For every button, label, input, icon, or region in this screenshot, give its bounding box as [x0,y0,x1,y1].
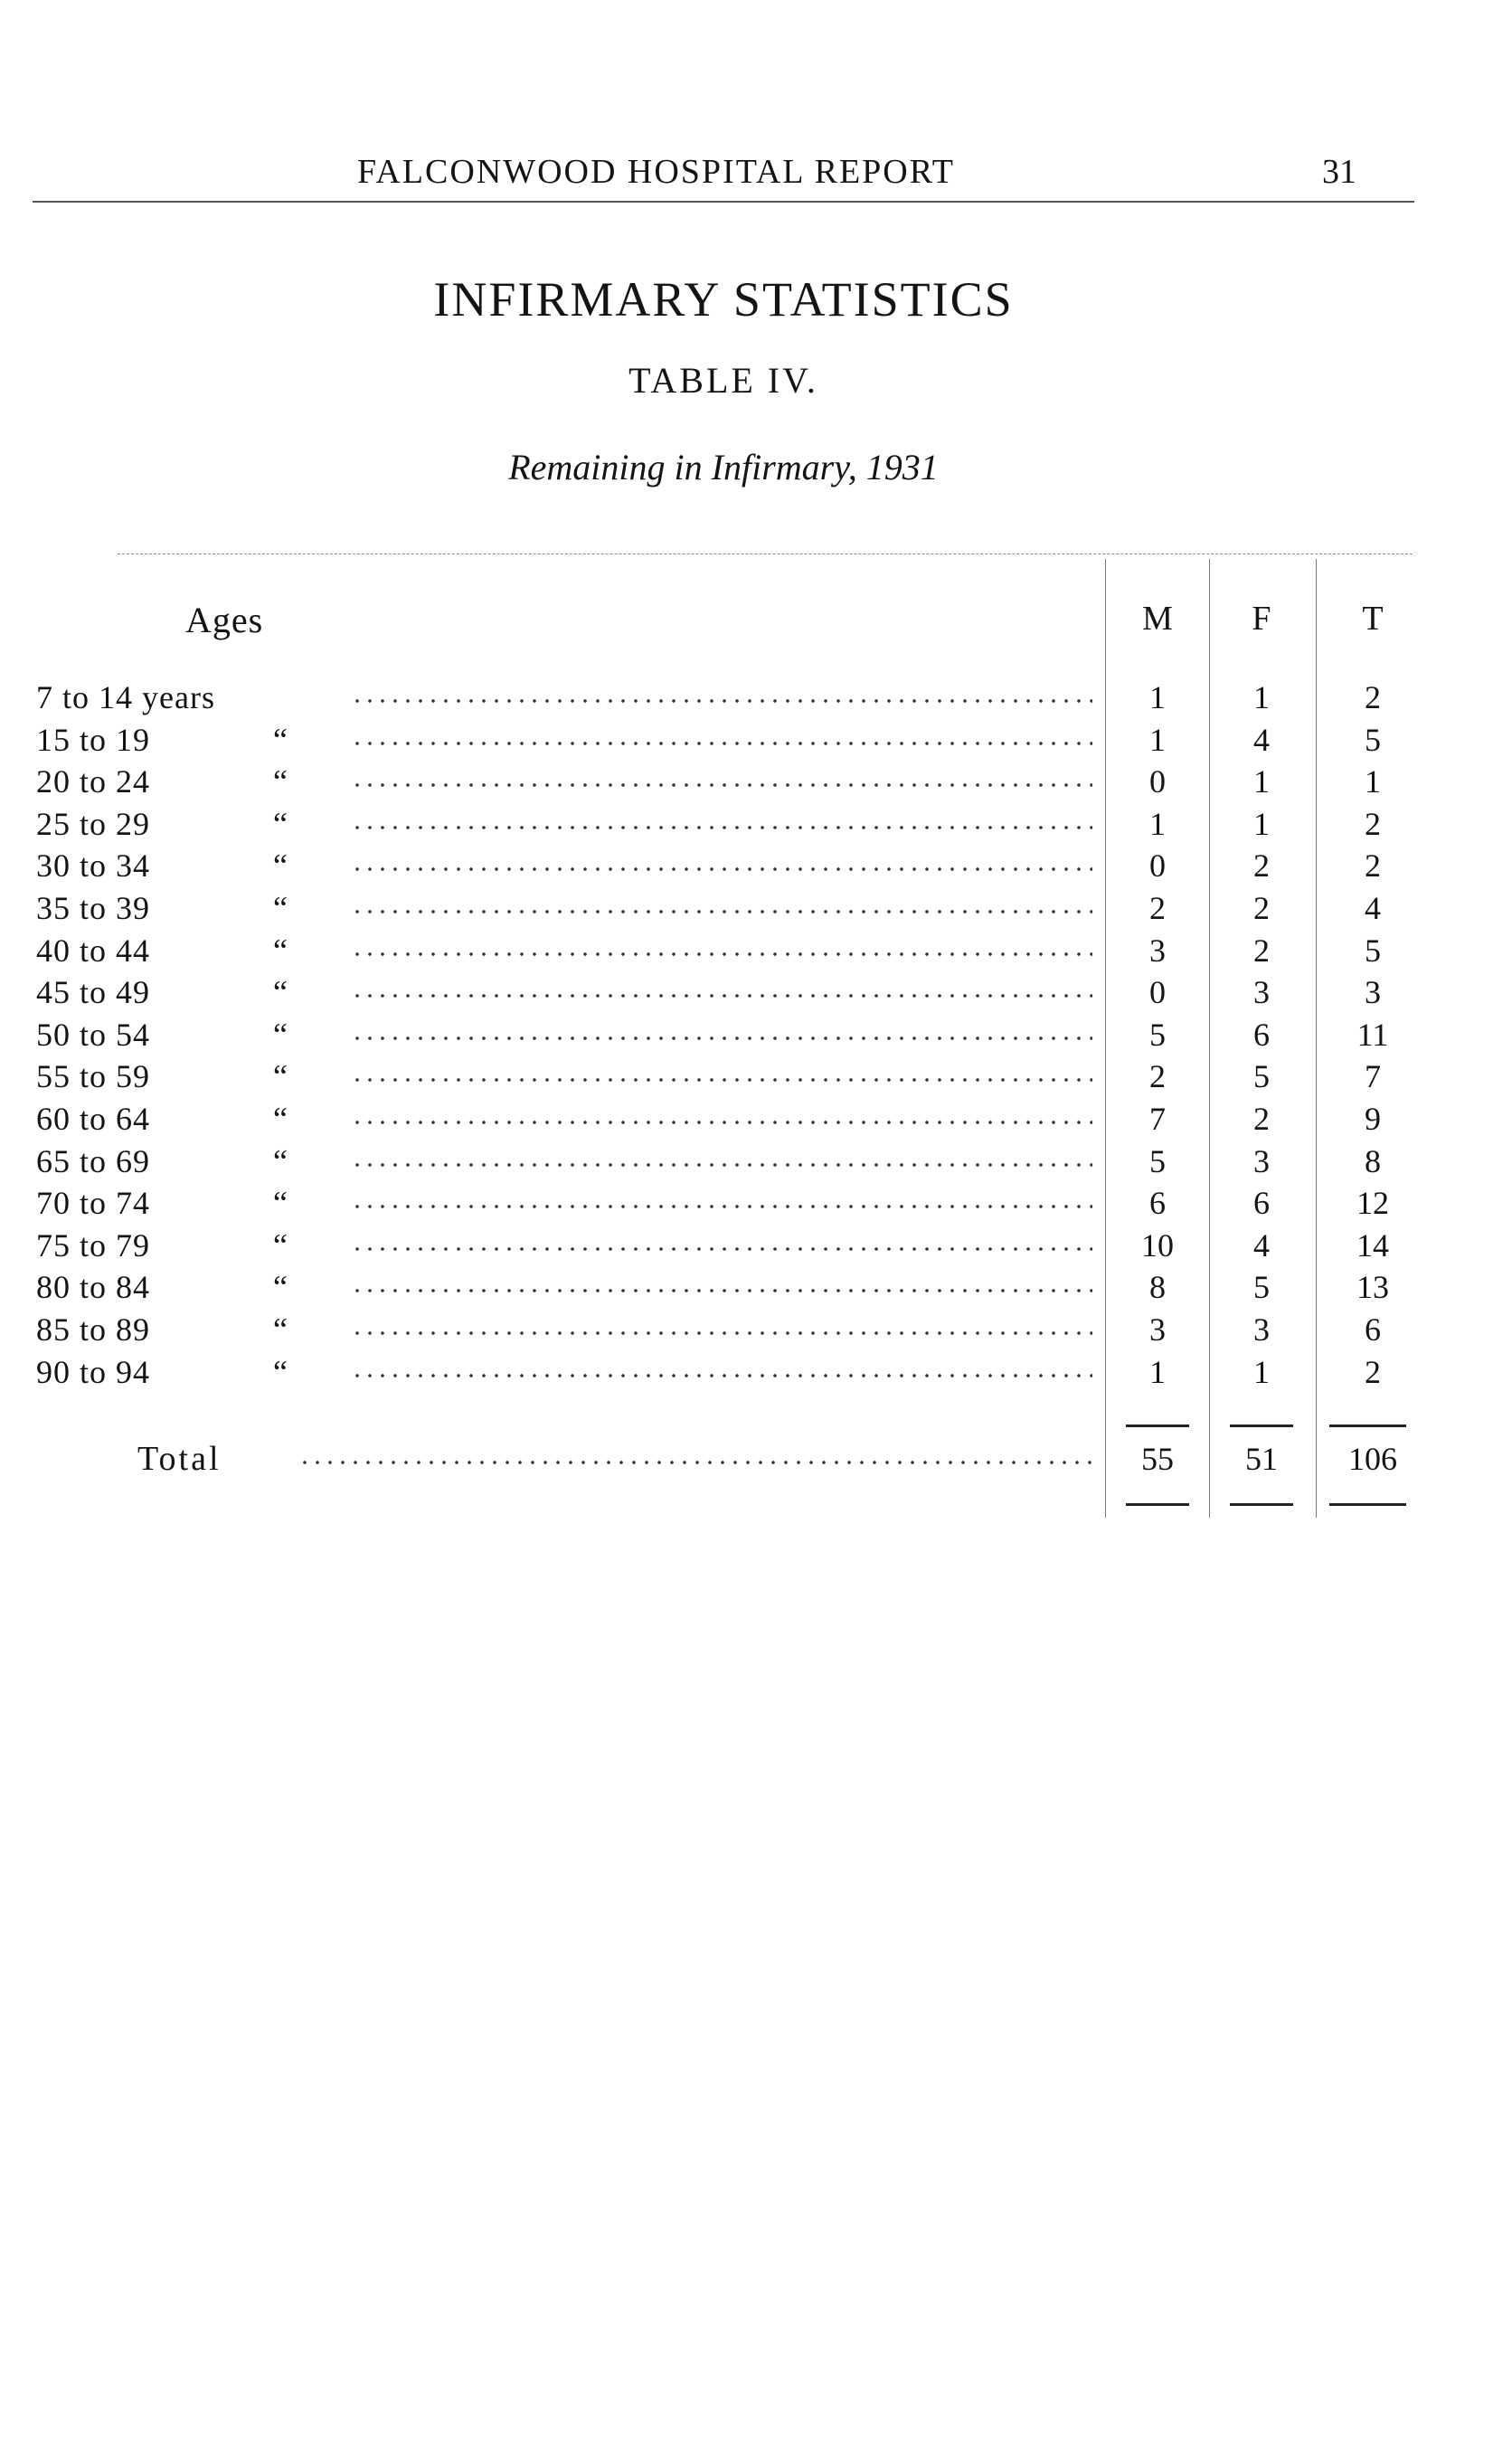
total-m: 55 [1141,1441,1174,1477]
f-value: 3 [1253,974,1270,1011]
f-value: 4 [1253,1226,1270,1264]
ditto-mark: “ [273,1016,288,1053]
ditto-mark: “ [273,1226,288,1264]
t-value: 4 [1365,890,1381,926]
m-value: 1 [1149,805,1166,842]
t-value: 2 [1365,679,1381,715]
f-value: 1 [1253,763,1270,800]
dot-leader [351,1351,1092,1378]
dot-leader [351,971,1092,999]
ditto-mark: “ [273,1311,288,1348]
dot-leader [351,761,1092,788]
m-value: 0 [1149,974,1166,1011]
ditto-mark: “ [273,1353,288,1390]
page-number: 31 [1322,153,1356,191]
age-range: 7 to 14 years [36,679,215,715]
t-value: 9 [1365,1101,1381,1137]
dot-leader [351,677,1092,704]
ditto-mark: “ [273,932,288,969]
dot-leader [351,1182,1092,1209]
rule-dash [1126,1503,1189,1506]
table-row [0,1225,1512,1267]
header-rule [33,201,1414,203]
f-column-header: F [1252,600,1271,638]
ditto-mark: “ [273,721,288,758]
age-range: 80 to 84 [36,1269,151,1306]
t-value: 14 [1356,1226,1389,1264]
rule-dash [1329,1503,1406,1506]
age-range: 85 to 89 [36,1311,151,1348]
age-range: 90 to 94 [36,1353,151,1390]
dot-leader [298,1438,1092,1465]
t-value: 5 [1365,932,1381,969]
table-row [0,1309,1512,1351]
f-value: 2 [1253,847,1270,885]
table-row [0,1266,1512,1309]
m-value: 5 [1149,1142,1166,1179]
dot-leader [351,1014,1092,1041]
f-value: 2 [1253,890,1270,926]
f-value: 6 [1253,1185,1270,1222]
dot-leader [351,887,1092,914]
ditto-mark: “ [273,974,288,1011]
rule-dash [1230,1424,1293,1427]
table-row [0,719,1512,762]
age-range: 65 to 69 [36,1142,151,1179]
table-row [0,930,1512,972]
t-value: 12 [1356,1185,1389,1222]
ditto-mark: “ [273,1142,288,1179]
t-value: 6 [1365,1311,1381,1348]
t-value: 1 [1365,763,1381,800]
t-value: 13 [1356,1269,1389,1306]
total-label: Total [137,1440,222,1478]
age-range: 75 to 79 [36,1226,151,1264]
table-row [0,845,1512,887]
table-row [0,761,1512,803]
f-value: 5 [1253,1058,1270,1095]
ages-column-header: Ages [185,600,264,640]
m-column-header: M [1142,600,1173,638]
m-value: 6 [1149,1185,1166,1222]
age-range: 45 to 49 [36,974,151,1011]
running-header-title: FALCONWOOD HOSPITAL REPORT [357,153,956,191]
t-value: 3 [1365,974,1381,1011]
f-value: 5 [1253,1269,1270,1306]
f-value: 3 [1253,1311,1270,1348]
m-value: 2 [1149,890,1166,926]
table-row [0,1141,1512,1183]
table-row [0,887,1512,930]
f-value: 6 [1253,1016,1270,1053]
total-t: 106 [1348,1441,1397,1477]
f-value: 4 [1253,721,1270,758]
age-range: 55 to 59 [36,1058,151,1095]
m-value: 7 [1149,1101,1166,1137]
table-row [0,1351,1512,1394]
t-column-header: T [1362,600,1384,638]
ditto-mark: “ [273,890,288,926]
total-row [0,1438,1512,1481]
table-label: TABLE IV. [628,360,818,401]
t-value: 8 [1365,1142,1381,1179]
table-row [0,1055,1512,1098]
f-value: 1 [1253,805,1270,842]
page-title: INFIRMARY STATISTICS [433,272,1014,327]
ditto-mark: “ [273,1269,288,1306]
table-subtitle: Remaining in Infirmary, 1931 [508,447,939,487]
m-value: 10 [1141,1226,1174,1264]
m-value: 1 [1149,679,1166,715]
ditto-mark: “ [273,805,288,842]
m-value: 0 [1149,847,1166,885]
dot-leader [351,1266,1092,1293]
table-row [0,971,1512,1014]
m-value: 1 [1149,1353,1166,1390]
m-value: 5 [1149,1016,1166,1053]
t-value: 5 [1365,721,1381,758]
f-value: 1 [1253,1353,1270,1390]
age-range: 30 to 34 [36,847,151,885]
dot-leader [351,1141,1092,1168]
dot-leader [351,1309,1092,1336]
m-value: 8 [1149,1269,1166,1306]
table-row [0,1182,1512,1225]
total-f: 51 [1245,1441,1278,1477]
m-value: 0 [1149,763,1166,800]
table-row [0,1014,1512,1056]
dot-leader [351,1055,1092,1083]
age-range: 25 to 29 [36,805,151,842]
table-row [0,1098,1512,1141]
dot-leader [351,1225,1092,1252]
dot-leader [351,719,1092,746]
table-row [0,803,1512,846]
ditto-mark: “ [273,1101,288,1137]
age-range: 50 to 54 [36,1016,151,1053]
f-value: 2 [1253,932,1270,969]
ditto-mark: “ [273,1185,288,1222]
m-value: 3 [1149,1311,1166,1348]
f-value: 1 [1253,679,1270,715]
dot-leader [351,803,1092,830]
age-range: 15 to 19 [36,721,151,758]
ditto-mark: “ [273,763,288,800]
t-value: 11 [1356,1016,1389,1053]
age-range: 35 to 39 [36,890,151,926]
t-value: 7 [1365,1058,1381,1095]
age-range: 20 to 24 [36,763,151,800]
dot-leader [351,930,1092,957]
ditto-mark: “ [273,847,288,885]
f-value: 3 [1253,1142,1270,1179]
dot-leader [351,845,1092,872]
t-value: 2 [1365,847,1381,885]
rule-dash [1329,1424,1406,1427]
ditto-mark: “ [273,1058,288,1095]
rule-dash [1230,1503,1293,1506]
age-range: 40 to 44 [36,932,151,969]
m-value: 2 [1149,1058,1166,1095]
f-value: 2 [1253,1101,1270,1137]
t-value: 2 [1365,805,1381,842]
m-value: 3 [1149,932,1166,969]
t-value: 2 [1365,1353,1381,1390]
age-range: 60 to 64 [36,1101,151,1137]
dot-leader [351,1098,1092,1125]
table-row [0,677,1512,719]
m-value: 1 [1149,721,1166,758]
rule-dash [1126,1424,1189,1427]
age-range: 70 to 74 [36,1185,151,1222]
